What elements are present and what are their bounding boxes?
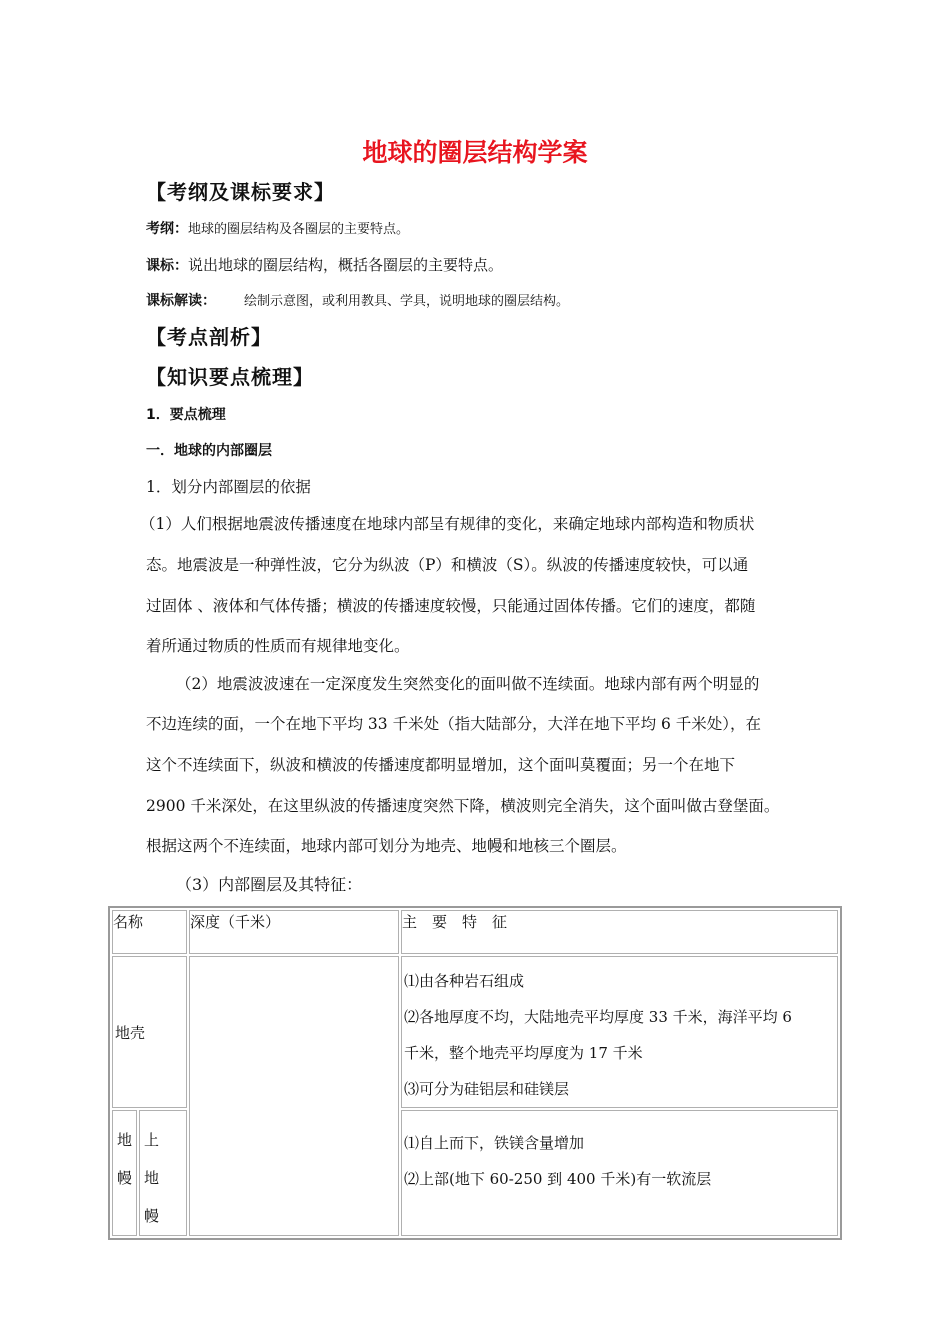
mantle-name: [112, 1110, 137, 1236]
table-row-crust: [112, 956, 838, 1108]
upper-mantle-char: 幔: [144, 1207, 160, 1225]
para1-line: （1）人们根据地震波传播速度在地球内部呈有规律的变化，来确定地球内部构造和物质状: [140, 515, 755, 533]
para1-line: 态。地震波是一种弹性波，它分为纵波（P）和横波（S）。纵波的传播速度较快，可以通: [146, 556, 749, 574]
crust-feature: 千米，整个地壳平均厚度为 17 千米: [404, 1044, 643, 1062]
kebiao-jiedu-text: 绘制示意图，或利用教具、学具，说明地球的圈层结构。: [244, 294, 570, 309]
point-heading: 1．要点梳理: [146, 407, 226, 423]
depth-cell: [189, 956, 399, 1236]
page-title: 地球的圈层结构学案: [362, 138, 588, 167]
mantle-name-char: 幔: [116, 1169, 132, 1187]
section-knowledge: 【知识要点梳理】: [146, 365, 314, 389]
crust-features: [401, 956, 838, 1108]
kebiao-line: [146, 254, 503, 275]
kaogang-line: [146, 218, 409, 238]
section-analysis: 【考点剖析】: [146, 325, 272, 349]
crust-feature: ⑵各地厚度不均，大陆地壳平均厚度 33 千米，海洋平均 6: [404, 1008, 792, 1026]
kaogang-text: 地球的圈层结构及各圈层的主要特点。: [188, 222, 410, 237]
kebiao-jiedu-label: 课标解读：: [146, 293, 216, 309]
para1-line: 过固体 、液体和气体传播；横波的传播速度较慢，只能通过固体传播。它们的速度，都随: [146, 597, 756, 615]
mantle-features: [401, 1110, 838, 1236]
para2-line: （2）地震波波速在一定深度发生突然变化的面叫做不连续面。地球内部有两个明显的: [176, 675, 760, 693]
part-heading: 一．地球的内部圈层: [146, 443, 272, 459]
mantle-feature: ⑴自上而下，铁镁含量增加: [404, 1134, 585, 1152]
layers-table: [108, 906, 842, 1240]
crust-name: 地壳: [112, 956, 187, 1108]
kebiao-label: 课标：: [146, 258, 188, 274]
para1-line: 着所通过物质的性质而有规律地变化。: [146, 637, 410, 655]
upper-mantle-name: [139, 1110, 187, 1236]
kebiao-jiedu-line: [146, 290, 569, 310]
kaogang-label: 考纲：: [146, 221, 188, 237]
mantle-name-char: 地: [116, 1131, 132, 1149]
table-header-row: [112, 910, 838, 954]
mantle-feature: ⑵上部(地下 60-250 到 400 千米)有一软流层: [404, 1170, 712, 1188]
section-requirements: 【考纲及课标要求】: [146, 180, 335, 204]
header-depth: 深度（千米）: [189, 910, 399, 954]
header-features: 主 要 特 征: [401, 910, 838, 954]
para3-line: （3）内部圈层及其特征：: [176, 875, 363, 894]
crust-feature: ⑴由各种岩石组成: [404, 972, 525, 990]
kebiao-text: 说出地球的圈层结构，概括各圈层的主要特点。: [188, 256, 504, 274]
upper-mantle-char: 上 地: [144, 1131, 175, 1187]
header-name: 名称: [112, 910, 187, 954]
crust-feature: ⑶可分为硅铝层和硅镁层: [404, 1080, 570, 1098]
para2-line: 根据这两个不连续面，地球内部可划分为地壳、地幔和地核三个圈层。: [146, 837, 627, 855]
basis-title: 1．划分内部圈层的依据: [146, 478, 311, 496]
para2-line: 这个不连续面下，纵波和横波的传播速度都明显增加，这个面叫莫覆面；另一个在地下: [146, 756, 736, 774]
para2-line: 不边连续的面，一个在地下平均 33 千米处（指大陆部分，大洋在地下平均 6 千米处），在: [146, 715, 762, 733]
para2-line: 2900 千米深处，在这里纵波的传播速度突然下降，横波则完全消失，这个面叫做古登堡面。: [146, 797, 780, 815]
